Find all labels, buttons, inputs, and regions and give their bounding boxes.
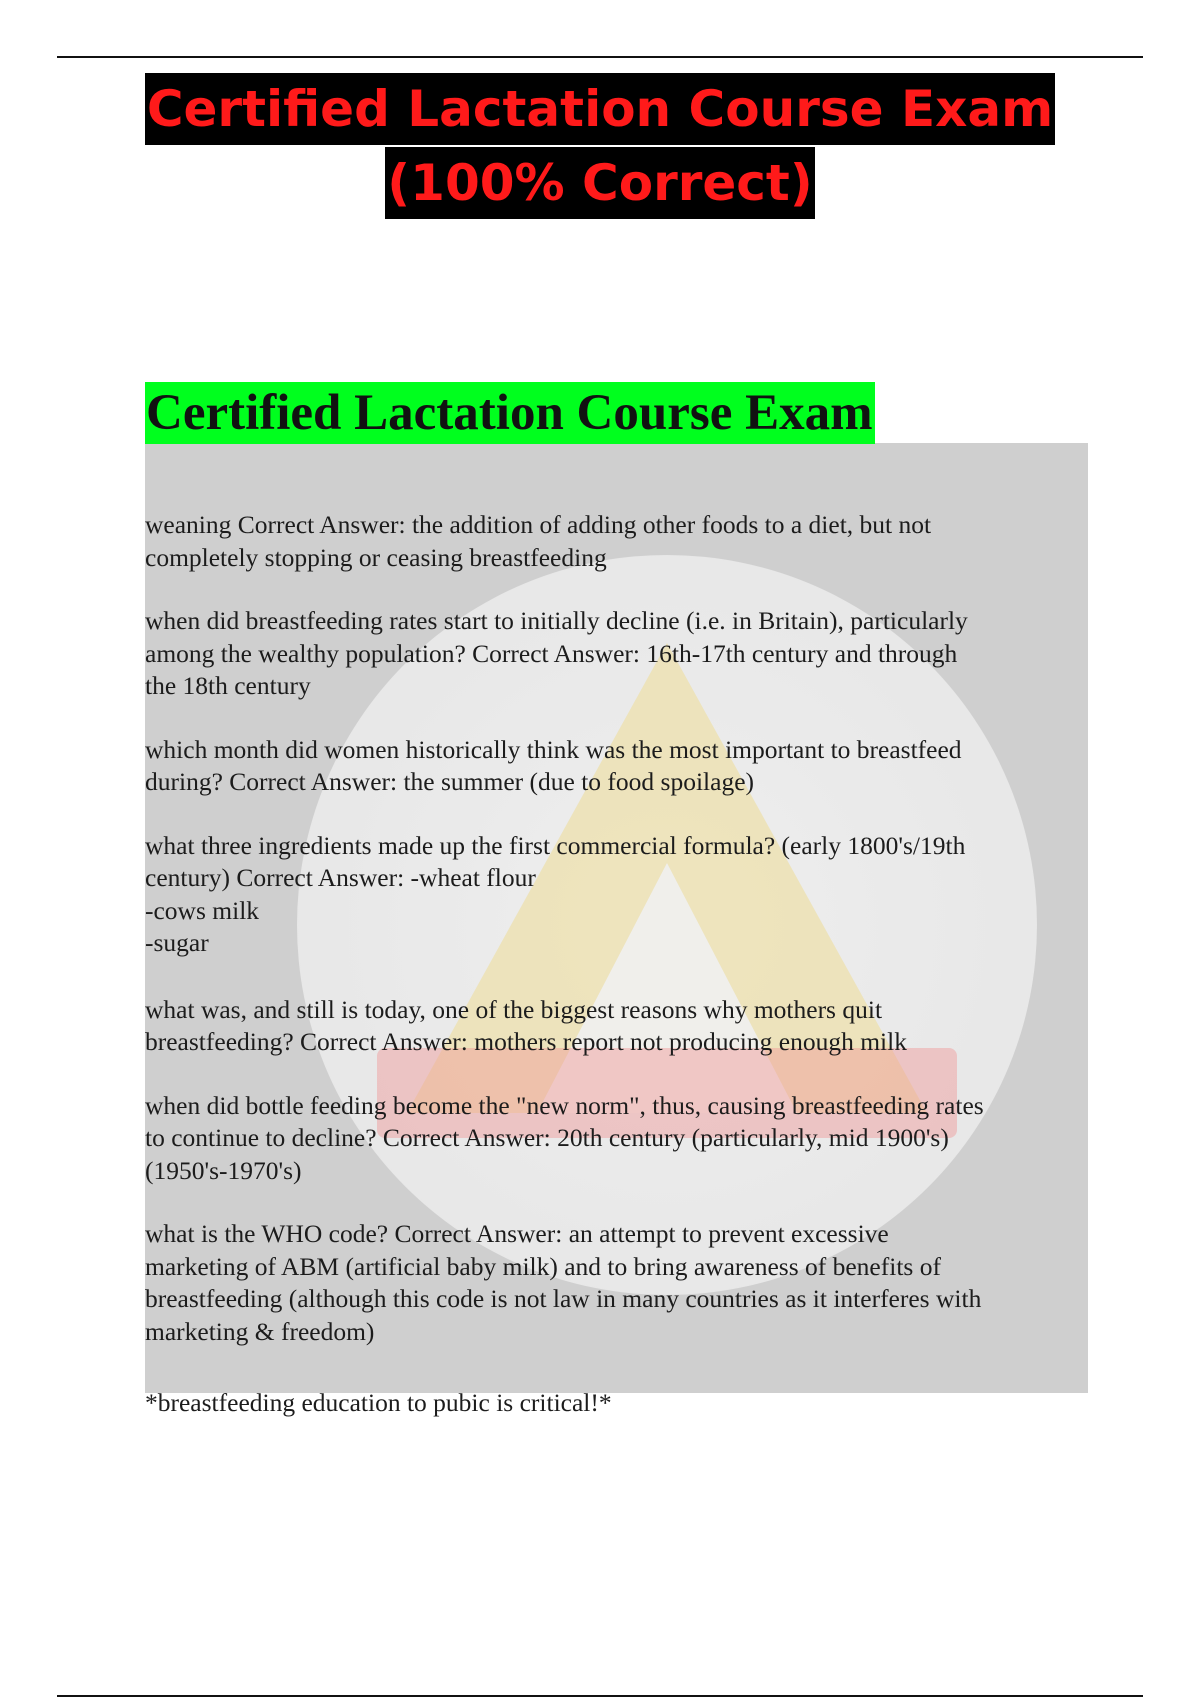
footer-note: *breastfeeding education to pubic is critical!*: [145, 1388, 612, 1417]
qa-item: what is the WHO code? Correct Answer: an attempt to prevent excessive marketing of ABM (artificial baby milk) and to bring awareness of benefits of breastfeeding (although this code is not law in many countries as it interferes with marketing & freedom): [145, 1219, 982, 1346]
qa-list: [145, 509, 1080, 1379]
document-title: [0, 73, 1200, 219]
title-line-2: (100% Correct): [385, 147, 814, 219]
qa-item: when did breastfeeding rates start to initially decline (i.e. in Britain), particularly among the wealthy population? Correct Answer: 16th-17th century and through the 18th century: [145, 606, 968, 700]
qa-item: weaning Correct Answer: the addition of adding other foods to a diet, but not completely stopping or ceasing breastfeeding: [145, 510, 932, 572]
qa-item: which month did women historically think was the most important to breastfeed during? Correct Answer: the summer (due to food spoilage): [145, 734, 962, 796]
title-line-1: Certified Lactation Course Exam: [145, 73, 1055, 145]
qa-item: what three ingredients made up the first commercial formula? (early 1800's/19th century) Correct Answer: -wheat flour -cows milk -sugar: [145, 830, 966, 957]
qa-item: what was, and still is today, one of the biggest reasons why mothers quit breastfeeding? Correct Answer: mothers report not producing enough milk: [145, 994, 907, 1056]
top-rule: [57, 56, 1143, 58]
section-heading: Certified Lactation Course Exam: [145, 382, 875, 444]
qa-item: when did bottle feeding become the "new norm", thus, causing breastfeeding rates to continue to decline? Correct Answer: 20th century (particularly, mid 1900's) (1950's-1970's): [145, 1090, 984, 1185]
bottom-rule: [57, 1695, 1143, 1697]
